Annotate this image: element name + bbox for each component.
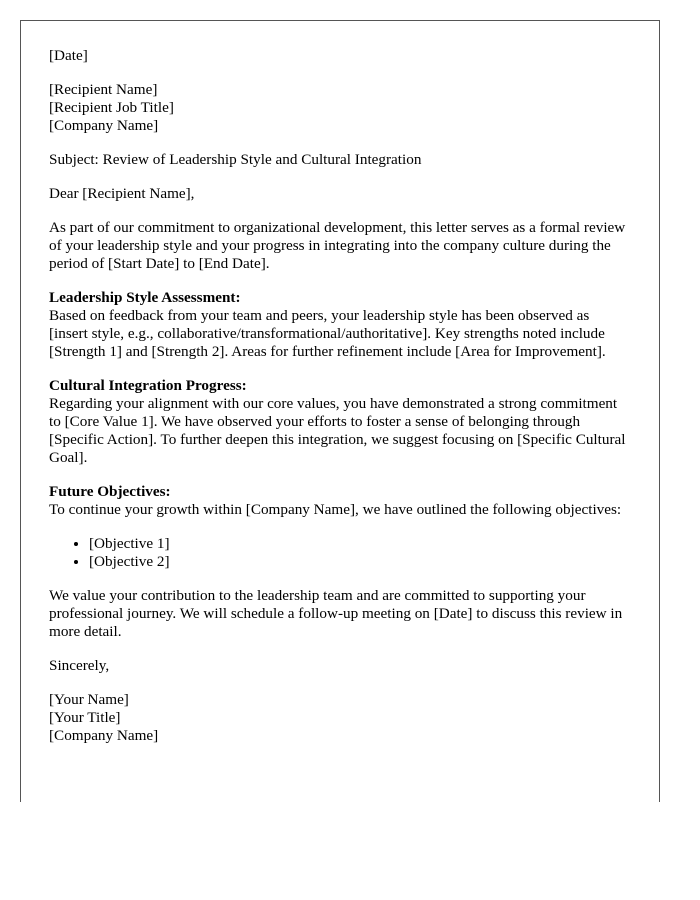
letter-salutation: Dear [Recipient Name], — [49, 185, 195, 202]
recipient-company: [Company Name] — [49, 117, 159, 134]
recipient-job-title: [Recipient Job Title] — [49, 99, 174, 116]
section-heading: Future Objectives: — [49, 483, 171, 500]
list-item: • [Objective 2] — [89, 553, 629, 571]
recipient-block — [49, 81, 629, 135]
intro-paragraph: As part of our commitment to organizational development, this letter serves as a formal review of your leadership style and your progress in integrating into the company culture during the period of [Start Date] to [End Date]. — [49, 219, 626, 272]
section-body: Based on feedback from your team and peers, your leadership style has been observed as [insert style, e.g., collaborative/transformational/authoritative]. Key strengths noted include [Strength 1] and [Strength 2]. Areas for further refinement include [Area for Improvement]. — [49, 307, 606, 360]
sender-block — [49, 691, 629, 745]
sender-title: [Your Title] — [49, 709, 121, 726]
closing-paragraph: We value your contribution to the leadership team and are committed to supporting your professional journey. We will schedule a follow-up meeting on [Date] to discuss this review in more detail. — [49, 587, 623, 640]
recipient-name: [Recipient Name] — [49, 81, 158, 98]
letter-subject: Subject: Review of Leadership Style and Cultural Integration — [49, 151, 422, 168]
objectives-list — [49, 535, 629, 571]
section-body: Regarding your alignment with our core values, you have demonstrated a strong commitment to [Core Value 1]. We have observed your efforts to foster a sense of belonging through [Specific Action]. To further deepen this integration, we suggest focusing on [Specific Cultural Goal]. — [49, 395, 626, 466]
list-item: • [Objective 1] — [89, 535, 629, 553]
sign-off: Sincerely, — [49, 657, 110, 674]
section-heading: Leadership Style Assessment: — [49, 289, 241, 306]
section-future-objectives — [49, 483, 629, 519]
sender-name: [Your Name] — [49, 691, 129, 708]
section-cultural-integration — [49, 377, 629, 467]
section-body: To continue your growth within [Company Name], we have outlined the following objectives: — [49, 501, 622, 518]
section-heading: Cultural Integration Progress: — [49, 377, 247, 394]
letter-body — [49, 47, 629, 761]
section-leadership-style — [49, 289, 629, 361]
sender-company: [Company Name] — [49, 727, 159, 744]
letter-date: [Date] — [49, 47, 88, 64]
